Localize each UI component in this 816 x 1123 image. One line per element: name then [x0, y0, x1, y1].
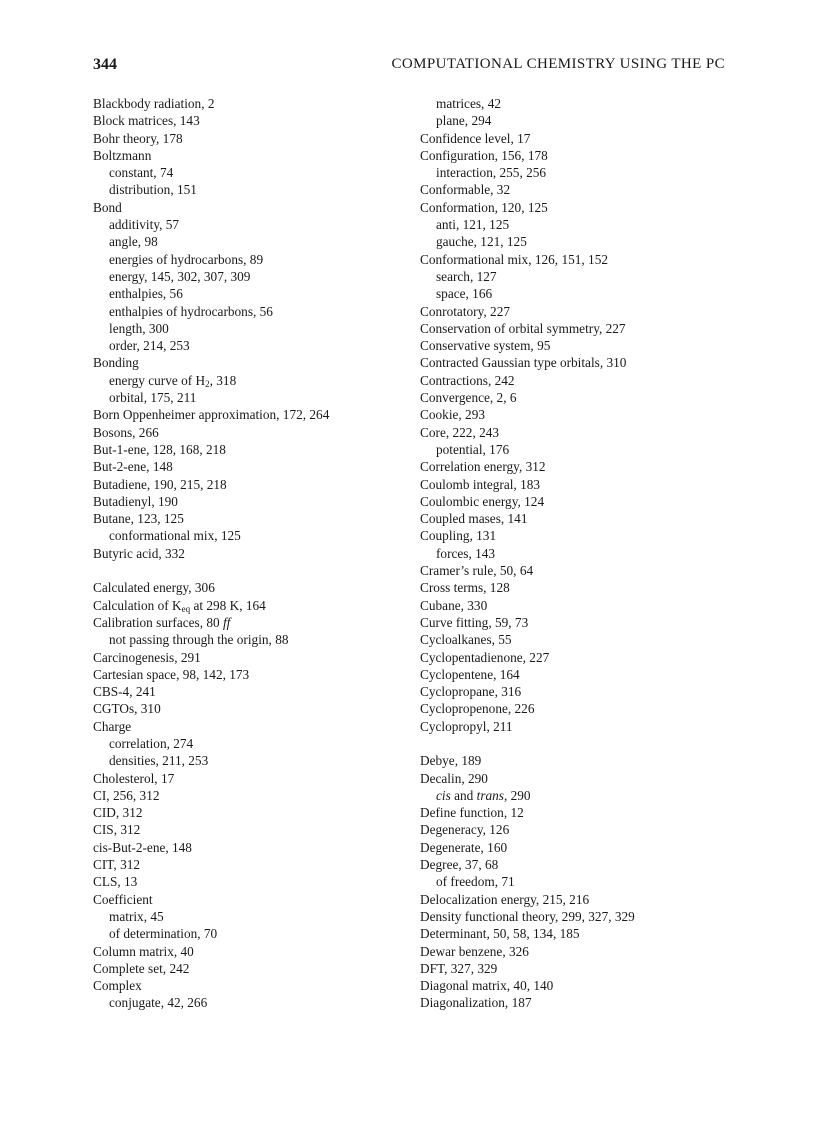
index-column-left [93, 95, 413, 1012]
running-title: COMPUTATIONAL CHEMISTRY USING THE PC [391, 56, 725, 72]
index-entry: Calculation of $K_{eq}$ at 298 K, 164 [93, 597, 266, 614]
index-entry: Complete set, 242 [93, 960, 190, 976]
index-entry: CIS, 312 [93, 822, 141, 838]
index-entry: Curve fitting, 59, 73 [420, 614, 529, 630]
index-entry: Carcinogenesis, 291 [93, 649, 201, 665]
index-entry: CLS, 13 [93, 874, 138, 890]
index-entry: Boltzmann [93, 147, 152, 163]
index-entry: Determinant, 50, 58, 134, 185 [420, 926, 580, 942]
index-entry: Diagonal matrix, 40, 140 [420, 978, 554, 994]
index-entry: Cubane, 330 [420, 597, 488, 613]
index-entry: Cartesian space, 98, 142, 173 [93, 666, 250, 682]
letter-group-gap [93, 562, 413, 579]
index-entry: Bosons, 266 [93, 424, 159, 440]
index-entry: Charge [93, 718, 132, 734]
index-entry: DFT, 327, 329 [420, 960, 498, 976]
index-entry: Core, 222, 243 [420, 424, 500, 440]
index-entry: Bohr theory, 178 [93, 130, 183, 146]
index-entry: Column matrix, 40 [93, 943, 194, 959]
index-entry: Butadienyl, 190 [93, 493, 178, 509]
index-entry: Complex [93, 978, 142, 994]
index-entry: Cramer’s rule, 50, 64 [420, 563, 534, 579]
index-entry: Cyclopropenone, 226 [420, 701, 535, 717]
index-subentry: of determination, 70 [109, 926, 218, 942]
index-entry: Contracted Gaussian type orbitals, 310 [420, 355, 627, 371]
index-subentry: densities, 211, 253 [109, 753, 209, 769]
index-subentry: correlation, 274 [109, 735, 194, 751]
index-entry: Coupled mases, 141 [420, 511, 528, 527]
index-column-right [420, 95, 750, 1012]
index-entry: Calculated energy, 306 [93, 580, 215, 596]
index-subentry: energies of hydrocarbons, 89 [109, 251, 264, 267]
index-entry: Confidence level, 17 [420, 130, 531, 146]
index-subentry: not passing through the origin, 88 [109, 632, 289, 648]
index-subentry: energy, 145, 302, 307, 309 [109, 268, 251, 284]
index-entry: Conrotatory, 227 [420, 303, 510, 319]
index-subentry: search, 127 [436, 268, 497, 284]
index-entry: Cross terms, 128 [420, 580, 510, 596]
index-subentry: space, 166 [436, 286, 493, 302]
index-subentry: conjugate, 42, 266 [109, 995, 208, 1011]
index-entry: Butyric acid, 332 [93, 545, 185, 561]
index-subentry: interaction, 255, 256 [436, 165, 547, 181]
index-entry: Cookie, 293 [420, 407, 486, 423]
index-entry: Born Oppenheimer approximation, 172, 264 [93, 407, 330, 423]
index-entry: CBS-4, 241 [93, 684, 156, 700]
index-entry: Coupling, 131 [420, 528, 497, 544]
index-subentry: enthalpies, 56 [109, 286, 183, 302]
index-entry: Convergence, 2, 6 [420, 390, 517, 406]
index-entry: Cyclopentene, 164 [420, 666, 520, 682]
index-subentry: constant, 74 [109, 165, 174, 181]
index-entry: Dewar benzene, 326 [420, 943, 529, 959]
index-entry: Define function, 12 [420, 805, 524, 821]
index-subentry: additivity, 57 [109, 217, 180, 233]
index-subentry: enthalpies of hydrocarbons, 56 [109, 303, 273, 319]
index-subentry: angle, 98 [109, 234, 158, 250]
index-entry: Coulombic energy, 124 [420, 493, 545, 509]
index-entry: Butadiene, 190, 215, 218 [93, 476, 227, 492]
index-subentry: matrices, 42 [436, 96, 501, 111]
index-entry: Density functional theory, 299, 327, 329 [420, 908, 635, 924]
index-entry: Degree, 37, 68 [420, 857, 499, 873]
index-entry: But-1-ene, 128, 168, 218 [93, 441, 226, 457]
index-entry: Cycloalkanes, 55 [420, 632, 512, 648]
index-subentry: matrix, 45 [109, 908, 164, 924]
page-header [93, 56, 725, 78]
index-entry: Contractions, 242 [420, 372, 515, 388]
index-subentry: conformational mix, 125 [109, 528, 241, 544]
page-number: 344 [93, 56, 117, 73]
index-entry: Conformation, 120, 125 [420, 199, 548, 215]
index-entry: Blackbody radiation, 2 [93, 96, 215, 111]
index-subentry: plane, 294 [436, 113, 492, 129]
index-entry: But-2-ene, 148 [93, 459, 173, 475]
index-subentry: forces, 143 [436, 545, 496, 561]
index-entry: Cyclopentadienone, 227 [420, 649, 550, 665]
index-entry: Block matrices, 143 [93, 113, 200, 129]
index-entry: Bonding [93, 355, 139, 371]
index-subentry: anti, 121, 125 [436, 217, 510, 233]
index-entry: Cyclopropyl, 211 [420, 718, 513, 734]
index-entry: Conformational mix, 126, 151, 152 [420, 251, 608, 267]
index-entry: Conservation of orbital symmetry, 227 [420, 320, 626, 336]
index-entry: Cyclopropane, 316 [420, 684, 522, 700]
index-subentry: energy curve of $H_2$, 318 [109, 372, 237, 389]
index-subentry: cis and trans, 290 [436, 787, 531, 803]
index-entry: CID, 312 [93, 805, 143, 821]
index-entry: Bond [93, 199, 122, 215]
index-entry: CI, 256, 312 [93, 787, 160, 803]
index-entry: Delocalization energy, 215, 216 [420, 891, 590, 907]
index-entry: Degenerate, 160 [420, 839, 508, 855]
index-entry: cis-But-2-ene, 148 [93, 839, 192, 855]
index-entry: Conformable, 32 [420, 182, 511, 198]
index-entry: Degeneracy, 126 [420, 822, 510, 838]
index-entry: CIT, 312 [93, 857, 141, 873]
index-entry: CGTOs, 310 [93, 701, 161, 717]
index-entry: Cholesterol, 17 [93, 770, 175, 786]
index-entry: Coefficient [93, 891, 153, 907]
index-entry: Butane, 123, 125 [93, 511, 184, 527]
index-subentry: orbital, 175, 211 [109, 390, 197, 406]
index-subentry: distribution, 151 [109, 182, 197, 198]
index-entry: Coulomb integral, 183 [420, 476, 541, 492]
index-entry: Conservative system, 95 [420, 338, 551, 354]
index-subentry: length, 300 [109, 320, 169, 336]
index-entry: Correlation energy, 312 [420, 459, 546, 475]
letter-group-gap [420, 735, 750, 752]
index-subentry: order, 214, 253 [109, 338, 190, 354]
index-entry: Configuration, 156, 178 [420, 147, 548, 163]
index-entry: Decalin, 290 [420, 770, 488, 786]
index-entry: Calibration surfaces, 80 ff [93, 614, 231, 630]
index-subentry: potential, 176 [436, 441, 510, 457]
index-entry: Debye, 189 [420, 753, 482, 769]
index-subentry: gauche, 121, 125 [436, 234, 527, 250]
index-entry: Diagonalization, 187 [420, 995, 532, 1011]
index-subentry: of freedom, 71 [436, 874, 515, 890]
